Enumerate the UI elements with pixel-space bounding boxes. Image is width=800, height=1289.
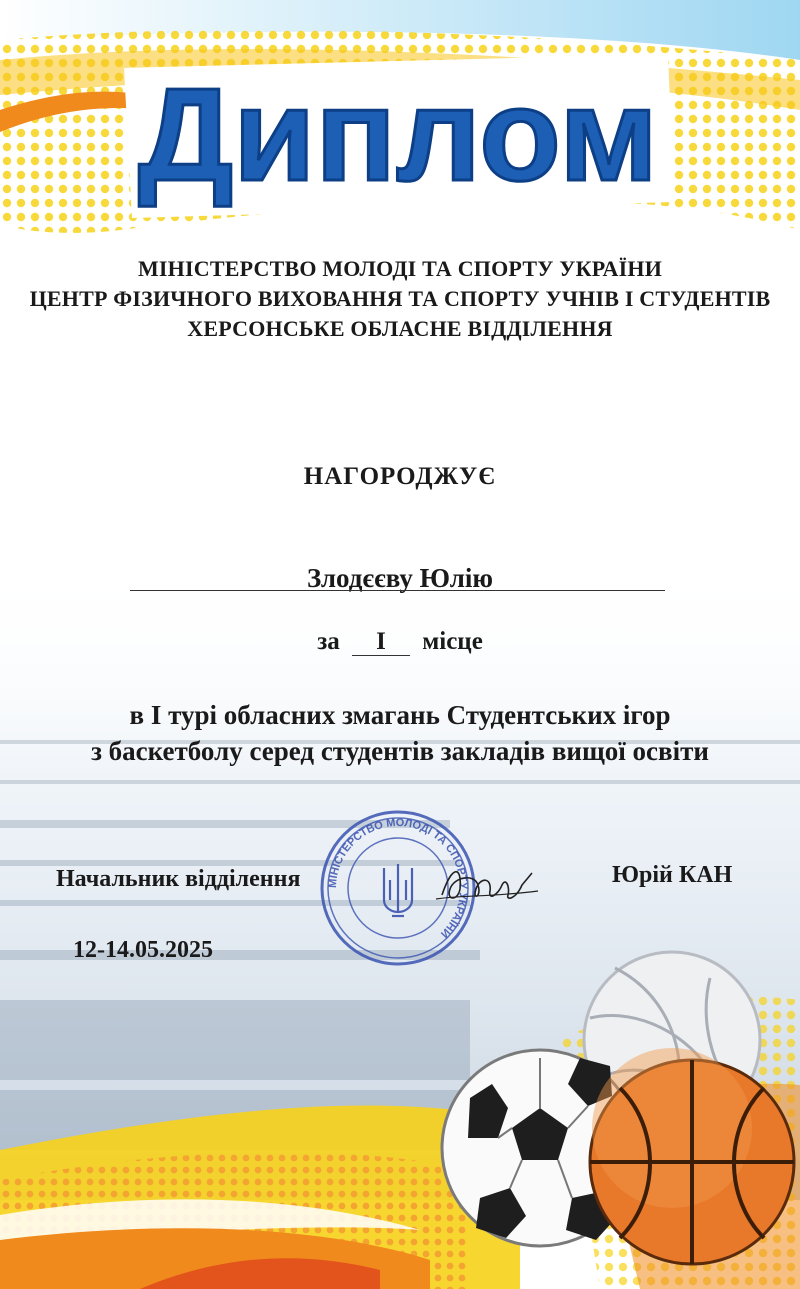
place-suffix: місце xyxy=(422,628,483,655)
basketball-icon xyxy=(590,1048,794,1264)
place-value: I xyxy=(352,629,410,656)
trident-icon xyxy=(384,864,412,916)
signatory-title: Начальник відділення xyxy=(56,866,301,892)
recipient-name: Злодєєву Юлію xyxy=(307,563,493,593)
signatory-name: Юрій КАН xyxy=(612,862,733,888)
award-date: 12-14.05.2025 xyxy=(73,937,213,963)
diploma-title: Диплом xyxy=(138,61,658,208)
awards-label: НАГОРОДЖУЄ xyxy=(303,463,497,490)
sports-balls-illustration xyxy=(440,948,800,1278)
handwritten-signature xyxy=(432,855,542,915)
org-line-ministry: МІНІСТЕРСТВО МОЛОДІ ТА СПОРТУ УКРАЇНИ xyxy=(137,256,663,281)
recipient-underline xyxy=(130,590,665,591)
event-line-1: в I турі обласних змагань Студентських ігор xyxy=(129,700,671,730)
org-line-center: ЦЕНТР ФІЗИЧНОГО ВИХОВАННЯ ТА СПОРТУ УЧНІВ І СТУДЕНТІВ xyxy=(29,286,771,311)
place-prefix: за xyxy=(317,628,340,655)
stamp-text: МІНІСТЕРСТВО МОЛОДІ ТА СПОРТУ УКРАЇНИ xyxy=(326,816,470,940)
event-line-2: з баскетболу серед студентів закладів вищої освіти xyxy=(91,736,709,766)
org-line-branch: ХЕРСОНСЬКЕ ОБЛАСНЕ ВІДДІЛЕННЯ xyxy=(187,316,613,341)
place-row xyxy=(0,628,800,656)
diploma-title-badge xyxy=(118,52,678,222)
